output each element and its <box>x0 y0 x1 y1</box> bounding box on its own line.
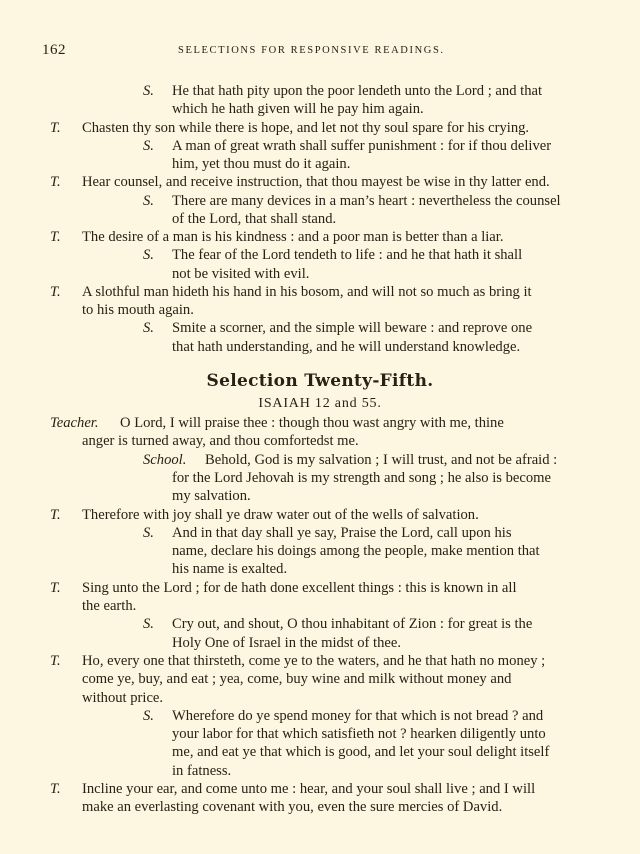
reading-text: the earth. <box>82 598 137 614</box>
reading-text: him, yet thou must do it again. <box>172 156 351 172</box>
reading-text: my salvation. <box>172 488 251 505</box>
running-head <box>0 42 640 62</box>
reading-text: Hear counsel, and receive instruction, that thou mayest be wise in thy latter end. <box>82 174 550 191</box>
reading-text: A man of great wrath shall suffer punishment : for if thou deliver <box>172 137 552 154</box>
speaker-label: S. <box>143 707 154 724</box>
reading-text: Chasten thy son while there is hope, and let not thy soul spare for his crying. <box>82 119 530 136</box>
reading-text: which he hath given will he pay him again. <box>172 101 424 118</box>
reading-text: of the Lord, that shall stand. <box>172 210 337 227</box>
speaker-label: S. <box>143 616 154 633</box>
reading-text: not be visited with evil. <box>172 265 310 282</box>
reading-text: The fear of the Lord tendeth to life : and he that hath it shall <box>172 247 523 264</box>
reading-text: in fatness. <box>172 762 232 779</box>
speaker-label: S. <box>143 137 154 154</box>
reading-text: that hath understanding, and he will understand knowledge. <box>172 338 521 355</box>
speaker-label: S. <box>143 83 154 99</box>
running-title: SELECTIONS FOR RESPONSIVE READINGS. <box>178 45 445 56</box>
reading-text: O Lord, I will praise thee : though thou wast angry with me, thine <box>120 415 504 431</box>
reading-text: The desire of a man is his kindness : and a poor man is better than a liar. <box>82 229 504 245</box>
scripture-reference: ISAIAH 12 and 55. <box>258 396 382 411</box>
speaker-label: T. <box>50 229 61 245</box>
reading-text: Incline your ear, and come unto me : hear, and your soul shall live ; and I will <box>82 781 536 797</box>
page-number: 162 <box>42 42 66 58</box>
reading-text: Wherefore do ye spend money for that which is not bread ? and <box>172 707 544 724</box>
reading-text: There are many devices in a man’s heart : nevertheless the counsel <box>172 192 561 209</box>
reading-text: Ho, every one that thirsteth, come ye to the waters, and he that hath no money ; <box>82 652 546 669</box>
speaker-label: School. <box>143 451 187 468</box>
speaker-label: T. <box>50 652 61 669</box>
speaker-label: T. <box>50 283 61 300</box>
reading-text: Cry out, and shout, O thou inhabitant of Zion : for great is the <box>172 616 533 633</box>
speaker-label: T. <box>50 119 61 136</box>
reading-text: to his mouth again. <box>82 302 194 318</box>
speaker-label: T. <box>50 579 61 596</box>
reading-text: for the Lord Jehovah is my strength and song ; he also is become <box>172 469 551 486</box>
reading-text: without price. <box>82 689 164 706</box>
reading-text: anger is turned away, and thou comfortedst me. <box>82 433 359 450</box>
reading-text: come ye, buy, and eat ; yea, come, buy wine and milk without money and <box>82 671 512 688</box>
speaker-label: S. <box>143 320 154 337</box>
reading-text: his name is exalted. <box>172 561 288 578</box>
reading-text: your labor for that which satisfieth not ? hearken diligently unto <box>172 726 546 743</box>
speaker-label: S. <box>143 524 154 541</box>
reading-text: A slothful man hideth his hand in his bosom, and will not so much as bring it <box>82 283 532 300</box>
speaker-label: T. <box>50 781 61 797</box>
reading-text: Holy One of Israel in the midst of thee. <box>172 634 401 651</box>
speaker-label: T. <box>50 506 61 523</box>
reading-text: name, declare his doings among the people, make mention that <box>172 543 540 560</box>
speaker-label: T. <box>50 174 61 191</box>
speaker-label: S. <box>143 247 154 264</box>
speaker-label: Teacher. <box>50 415 99 431</box>
selection-title: Selection Twenty-Fifth. <box>206 371 434 391</box>
reading-text: Behold, God is my salvation ; I will trust, and not be afraid : <box>205 451 558 468</box>
reading-text: And in that day shall ye say, Praise the Lord, call upon his <box>172 524 512 541</box>
reading-text: me, and eat ye that which is good, and let your soul delight itself <box>172 744 550 761</box>
reading-text: Sing unto the Lord ; for de hath done excellent things : this is known in all <box>82 579 517 596</box>
reading-text: make an everlasting covenant with you, even the sure mercies of David. <box>82 799 503 816</box>
reading-text: Therefore with joy shall ye draw water out of the wells of salvation. <box>82 506 479 523</box>
speaker-label: S. <box>143 192 154 209</box>
reading-text: Smite a scorner, and the simple will beware : and reprove one <box>172 320 533 337</box>
reading-text: He that hath pity upon the poor lendeth unto the Lord ; and that <box>172 83 543 99</box>
